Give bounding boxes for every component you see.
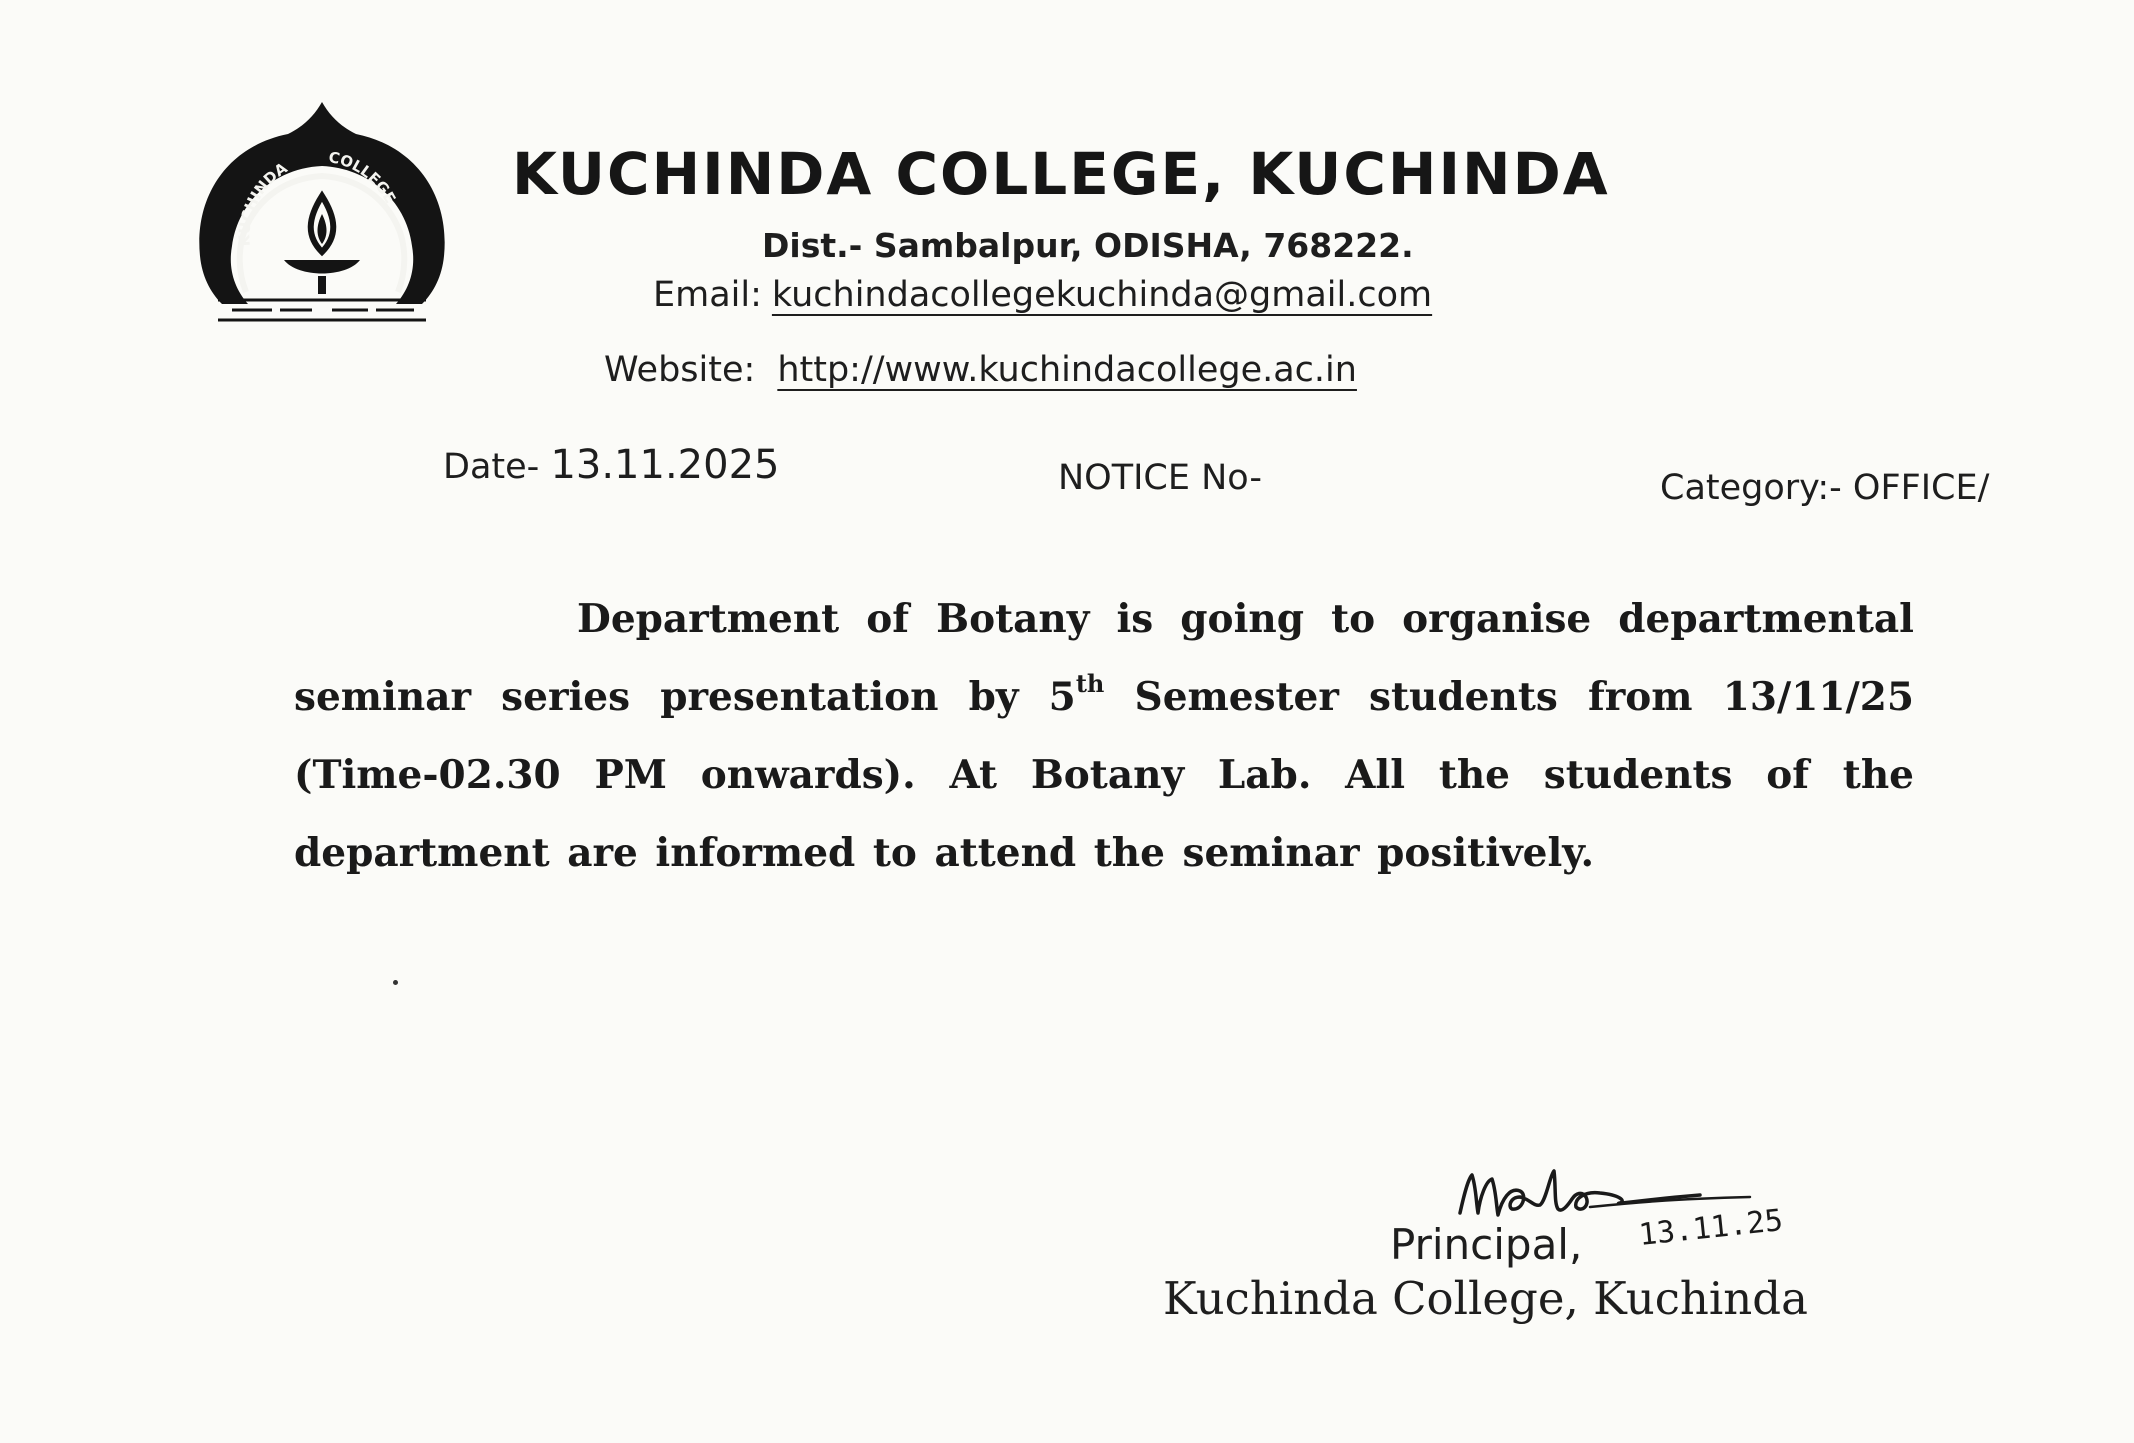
category-label: Category:- [1660, 468, 1842, 508]
notice-body-part2: Semester students from 13/11/25 (Time-02.30 PM onwards). At Botany Lab. All the students of the department are informed to attend the seminar positively. [294, 674, 1914, 876]
date-label: Date- [443, 447, 540, 487]
notice-number: NOTICE No- [1058, 458, 1262, 498]
logo-text-right: COLLEGE [327, 148, 400, 207]
ordinal-suffix: th [1075, 669, 1105, 698]
website-label: Website: [604, 350, 756, 390]
date-value: 13.11.2025 [550, 442, 780, 488]
logo-text-left: KUCHINDA [235, 158, 291, 247]
notice-date [443, 442, 779, 488]
email-link[interactable]: kuchindacollegekuchinda@gmail.com [771, 275, 1433, 315]
signatory-institution: Kuchinda College, Kuchinda [1163, 1272, 1808, 1325]
email-label: Email: [653, 275, 762, 315]
email-line [653, 275, 1432, 315]
signatory-designation: Principal, [1390, 1220, 1583, 1269]
college-seal-lamp-icon [188, 96, 456, 328]
college-address: Dist.- Sambalpur, ODISHA, 768222. [762, 226, 1414, 265]
handwritten-date: 13.11.25 [1637, 1203, 1785, 1253]
category-value: OFFICE/ [1852, 468, 1990, 508]
notice-body-part1: Department of Botany is going to organise departmental seminar series presentation by 5 [294, 596, 1914, 720]
website-line [604, 350, 1357, 390]
notice-body [294, 580, 1914, 892]
college-name-heading: KUCHINDA COLLEGE, KUCHINDA [512, 140, 1610, 208]
stray-mark [393, 980, 398, 985]
website-link[interactable]: http://www.kuchindacollege.ac.in [777, 350, 1357, 390]
notice-category [1660, 468, 1989, 508]
